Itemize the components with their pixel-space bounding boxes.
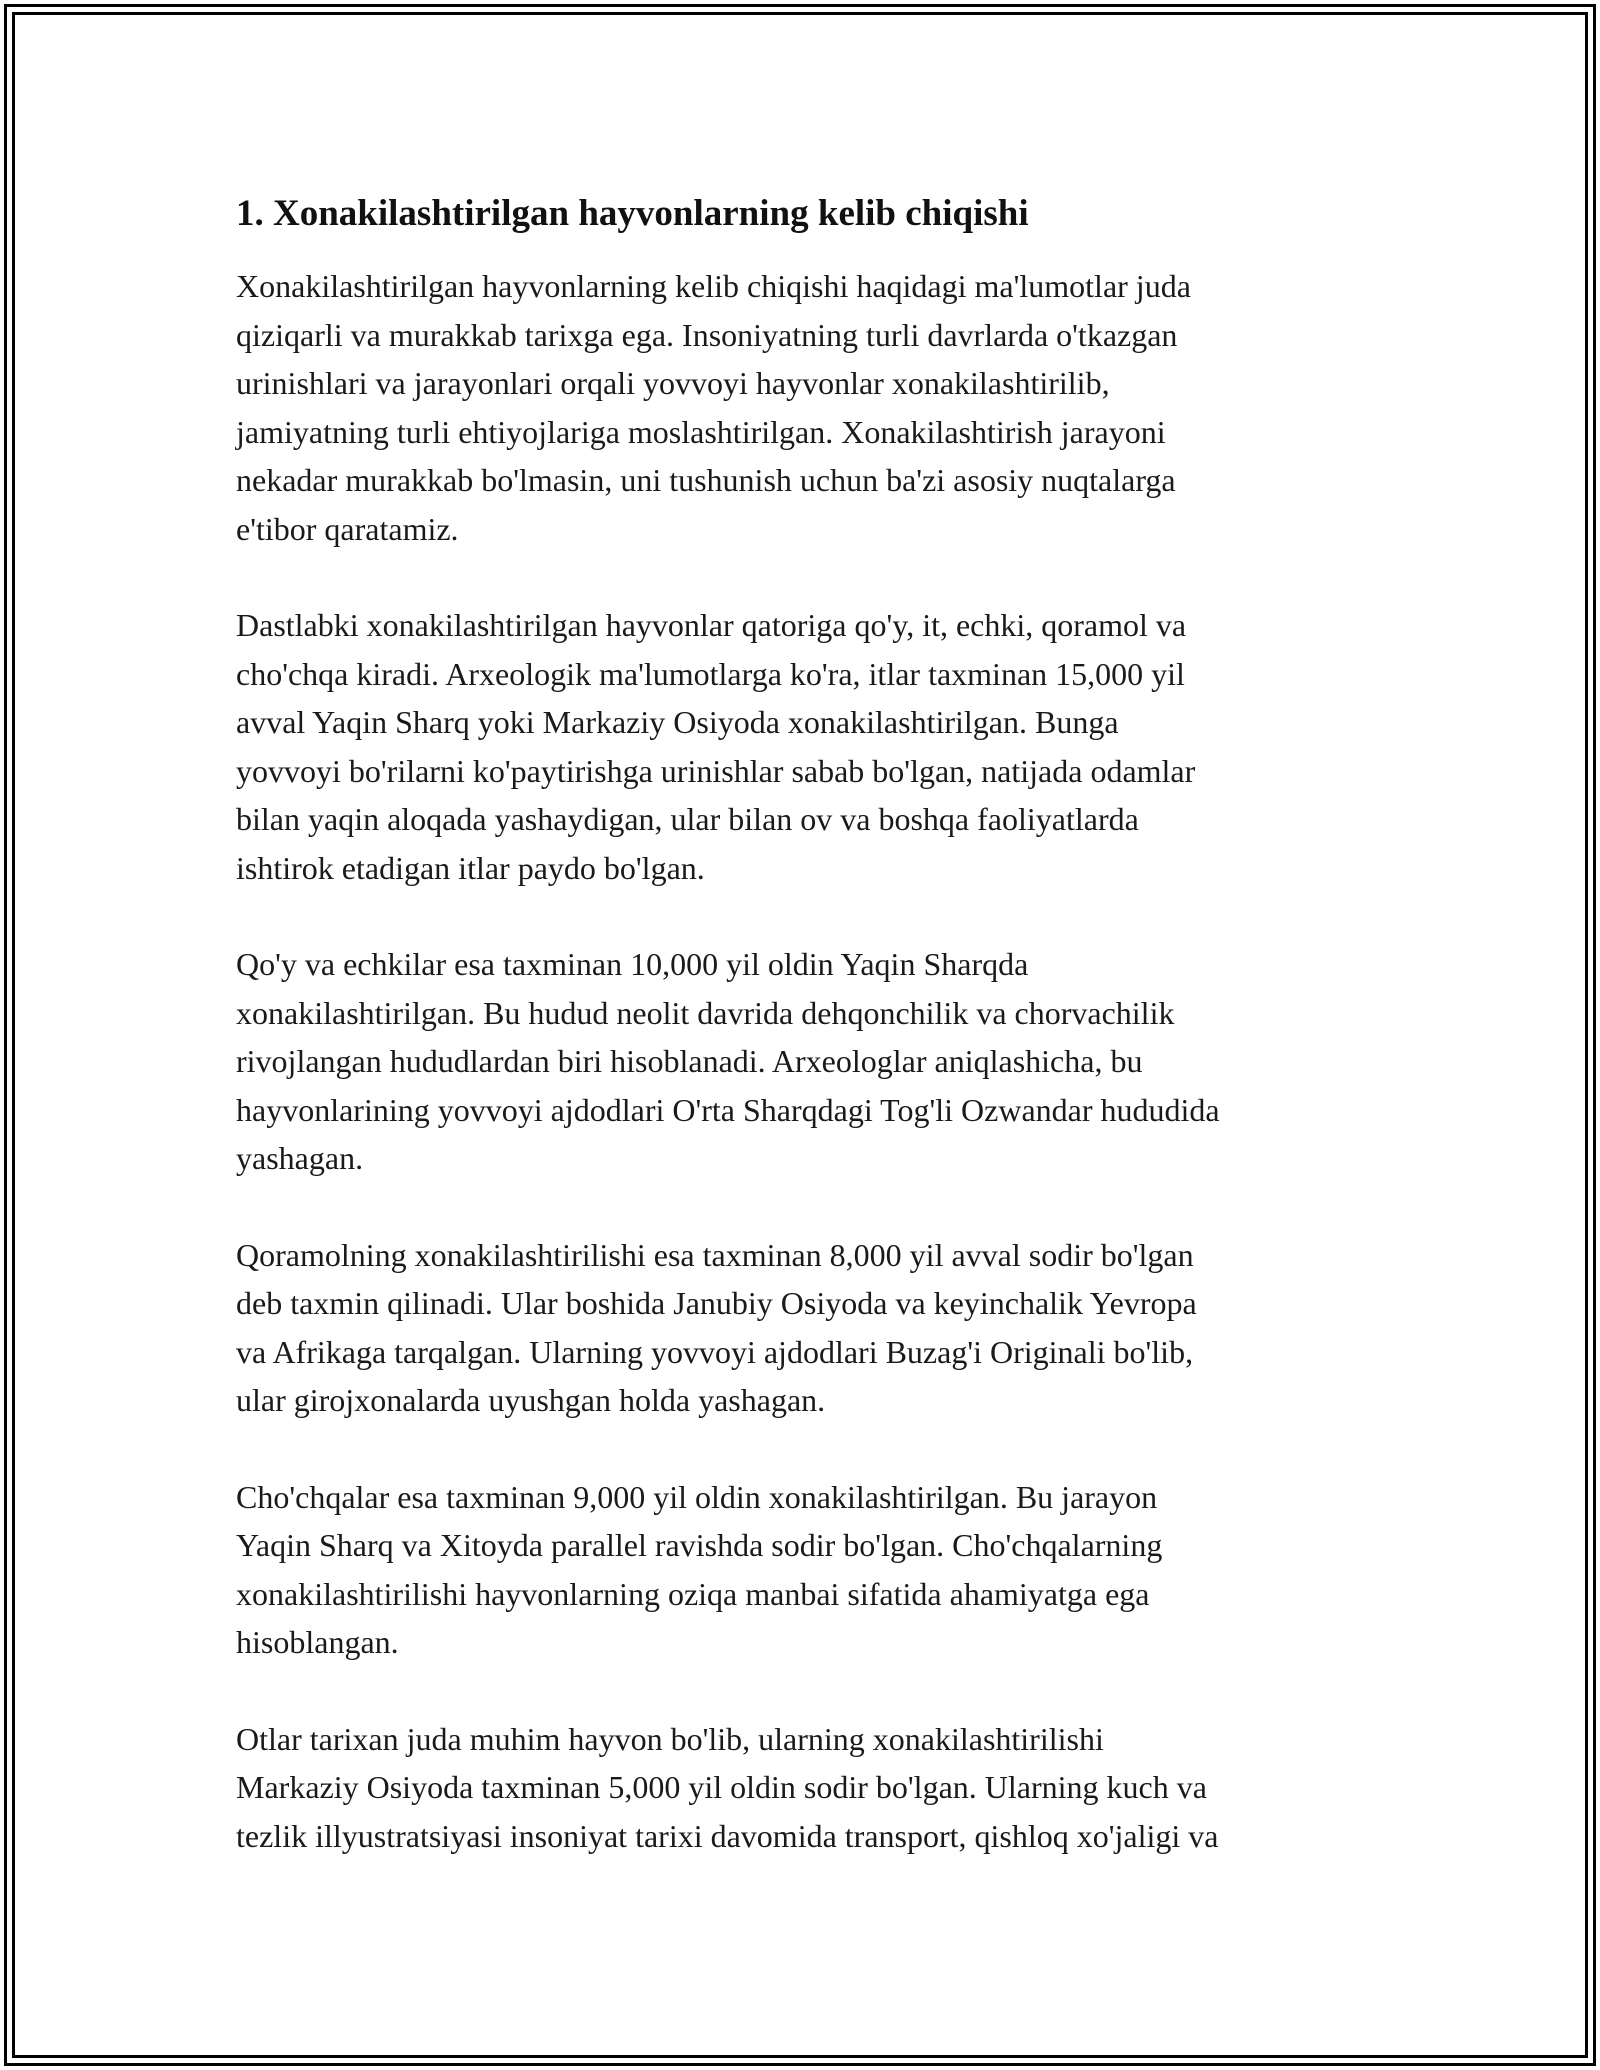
document-body xyxy=(236,186,1376,1908)
paragraph-pigs: Cho'chqalar esa taxminan 9,000 yil oldin xonakilashtirilgan. Bu jarayon Yaqin Sharq va Xitoyda parallel ravishda sodir bo'lgan. Cho'chqalarning xonakilashtirilishi hayvonlarning oziqa manbai sifatida ahamiyatga ega hisoblangan. xyxy=(236,1478,1163,1660)
paragraph-sheep-goats: Qo'y va echkilar esa taxminan 10,000 yil oldin Yaqin Sharqda xonakilashtirilgan. Bu hudud neolit davrida dehqonchilik va chorvachilik rivojlangan hududlardan biri hisoblanadi. Arxeologlar aniqlashicha, bu hayvonlarining yovvoyi ajdodlari O'rta Sharqdagi Tog'li Ozwandar hududida yashagan. xyxy=(236,946,1220,1176)
paragraph-first-domesticated: Dastlabki xonakilashtirilgan hayvonlar qatoriga qo'y, it, echki, qoramol va cho'chqa kiradi. Arxeologik ma'lumotlarga ko'ra, itlar taxminan 15,000 yil avval Yaqin Sharq yoki Markaziy Osiyoda xonakilashtirilgan. Bunga yovvoyi bo'rilarni ko'paytirishga urinishlar sabab bo'lgan, natijada odamlar bilan yaqin aloqada yashaydigan, ular bilan ov va boshqa faoliyatlarda ishtirok etadigan itlar paydo bo'lgan. xyxy=(236,607,1196,886)
paragraph-cattle: Qoramolning xonakilashtirilishi esa taxminan 8,000 yil avval sodir bo'lgan deb taxmin qilinadi. Ular boshida Janubiy Osiyoda va keyinchalik Yevropa va Afrikaga tarqalgan. Ularning yovvoyi ajdodlari Buzag'i Originali bo'lib, ular girojxonalarda uyushgan holda yashagan. xyxy=(236,1236,1197,1418)
section-heading: 1. Xonakilashtirilgan hayvonlarning kelib chiqishi xyxy=(236,193,1029,234)
paragraph-intro: Xonakilashtirilgan hayvonlarning kelib chiqishi haqidagi ma'lumotlar juda qiziqarli va murakkab tarixga ega. Insoniyatning turli davrlarda o'tkazgan urinishlari va jarayonlari orqali yovvoyi hayvonlar xonakilashtirilib, jamiyatning turli ehtiyojlariga moslashtirilgan. Xonakilashtirish jarayoni nekadar murakkab bo'lmasin, uni tushunish uchun ba'zi asosiy nuqtalarga e'tibor qaratamiz. xyxy=(236,268,1191,547)
paragraph-horses: Otlar tarixan juda muhim hayvon bo'lib, ularning xonakilashtirilishi Markaziy Osiyoda taxminan 5,000 yil oldin sodir bo'lgan. Ularning kuch va tezlik illyustratsiyasi insoniyat tarixi davomida transport, qishloq xo'jaligi va xyxy=(236,1720,1219,1854)
